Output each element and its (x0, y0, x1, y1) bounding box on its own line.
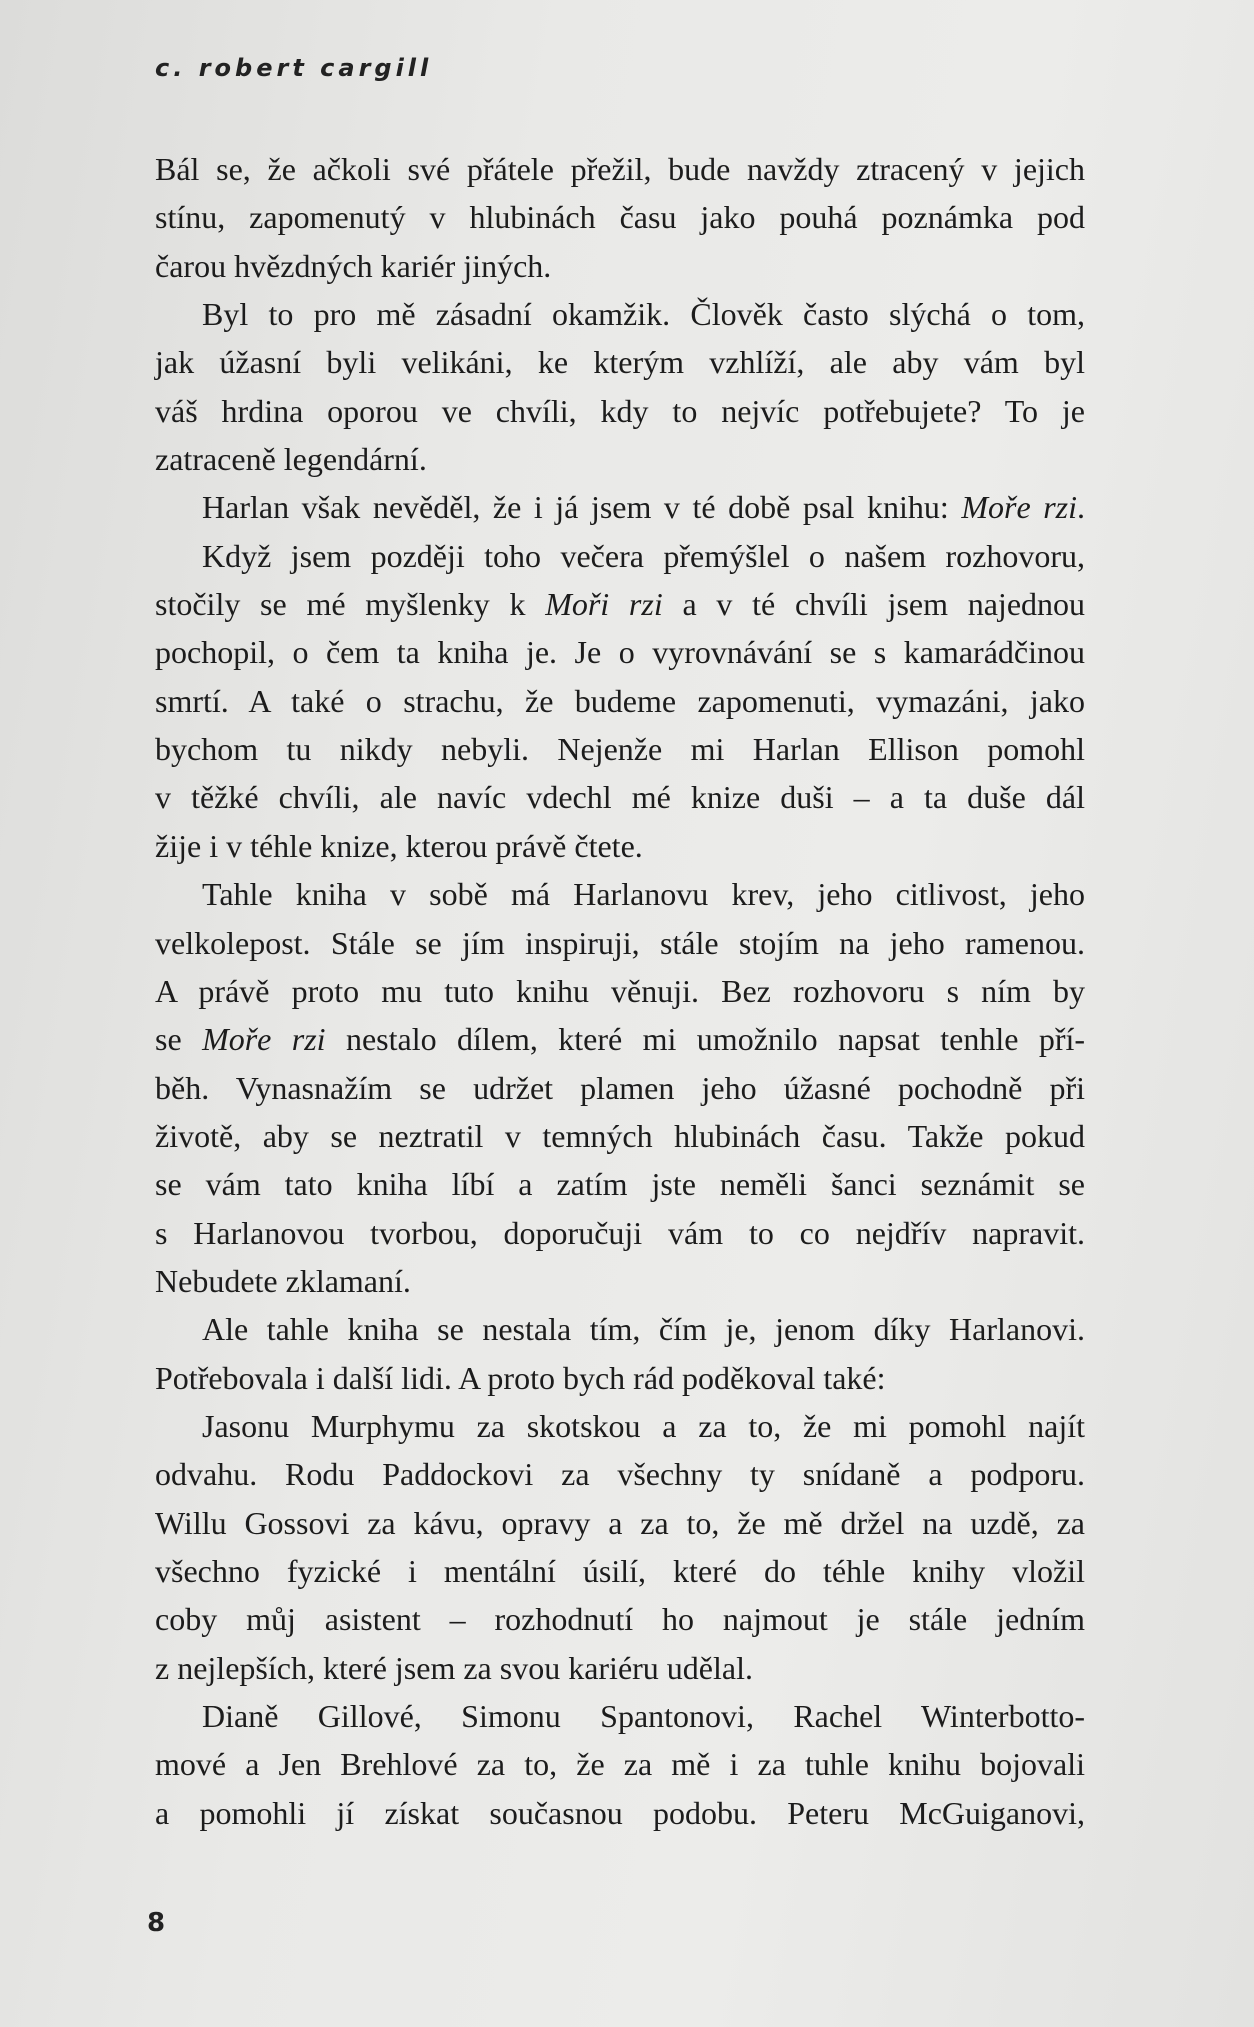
text-line (155, 242, 1085, 290)
text-line (155, 628, 1085, 676)
text-segment: běh. Vynasnažím se udržet plamen jeho úžasné pochodně při (155, 1069, 1085, 1106)
text-segment: stínu, zapomenutý v hlubinách času jako pouhá poznámka pod (155, 199, 1085, 236)
text-line (155, 919, 1085, 967)
text-segment: z nejlepších, které jsem za svou kariéru udělal. (155, 1649, 753, 1686)
text-line (155, 387, 1085, 435)
text-segment: jak úžasní byli velikáni, ke kterým vzhlíží, ale aby vám byl (155, 344, 1085, 381)
text-segment: stočily se mé myšlenky k (155, 586, 546, 623)
text-line (155, 1789, 1085, 1837)
text-line (155, 1209, 1085, 1257)
text-line (155, 1644, 1085, 1692)
text-line (155, 532, 1085, 580)
text-line (155, 1257, 1085, 1305)
text-segment: Byl to pro mě zásadní okamžik. Člověk často slýchá o tom, (202, 296, 1085, 333)
book-title-italic: Moři rzi (545, 586, 663, 623)
text-line (155, 1595, 1085, 1643)
text-line (155, 1450, 1085, 1498)
text-segment: a v té chvíli jsem najednou (662, 586, 1086, 623)
text-segment: žije i v téhle knize, kterou právě čtete. (155, 827, 643, 864)
text-segment: všechno fyzické i mentální úsilí, které do téhle knihy vložil (155, 1552, 1085, 1589)
text-line (155, 483, 1085, 531)
text-line (155, 435, 1085, 483)
text-line (155, 1692, 1085, 1740)
text-segment: životě, aby se neztratil v temných hlubinách času. Takže pokud (155, 1117, 1085, 1154)
text-segment: se vám tato kniha líbí a zatím jste neměli šanci seznámit se (155, 1166, 1085, 1203)
text-line (155, 1112, 1085, 1160)
text-segment: Nebudete zklamaní. (155, 1262, 411, 1299)
text-segment: bychom tu nikdy nebyli. Nejenže mi Harlan Ellison pomohl (155, 731, 1085, 768)
text-segment: čarou hvězdných kariér jiných. (155, 247, 552, 284)
text-segment: Willu Gossovi za kávu, opravy a za to, že mě držel na uzdě, za (155, 1504, 1085, 1541)
text-line (155, 145, 1085, 193)
text-line (155, 1354, 1085, 1402)
text-line (155, 1015, 1085, 1063)
text-line (155, 290, 1085, 338)
text-line (155, 1547, 1085, 1595)
text-segment: coby můj asistent – rozhodnutí ho najmout je stále jedním (155, 1601, 1085, 1638)
text-line (155, 193, 1085, 241)
text-line (155, 967, 1085, 1015)
text-line (155, 677, 1085, 725)
book-title-italic: Moře rzi (961, 489, 1078, 526)
text-line (155, 1402, 1085, 1450)
text-segment: s Harlanovou tvorbou, doporučuji vám to co nejdřív napravit. (155, 1214, 1085, 1251)
text-line (155, 1499, 1085, 1547)
text-line (155, 580, 1085, 628)
text-segment: mové a Jen Brehlové za to, že za mě i za tuhle knihu bojovali (155, 1746, 1085, 1783)
text-segment: Ale tahle kniha se nestala tím, čím je, jenom díky Harlanovi. (202, 1311, 1085, 1348)
text-segment: Když jsem později toho večera přemýšlel o našem rozhovoru, (202, 537, 1085, 574)
text-segment: A právě proto mu tuto knihu věnuji. Bez rozhovoru s ním by (155, 972, 1085, 1009)
text-line (155, 338, 1085, 386)
book-title-italic: Moře rzi (202, 1021, 326, 1058)
text-segment: Potřebovala i další lidi. A proto bych rád poděkoval také: (155, 1359, 886, 1396)
text-line (155, 725, 1085, 773)
text-segment: Harlan však nevěděl, že i já jsem v té době psal knihu: (202, 489, 962, 526)
text-segment: váš hrdina oporou ve chvíli, kdy to nejvíc potřebujete? To je (155, 392, 1085, 429)
text-segment: se (155, 1021, 203, 1058)
body-text (155, 145, 1085, 1837)
text-segment: zatraceně legendární. (155, 441, 427, 478)
text-segment: nestalo dílem, které mi umožnilo napsat tenhle pří- (325, 1021, 1086, 1058)
text-segment: Bál se, že ačkoli své přátele přežil, bude navždy ztracený v jejich (155, 151, 1085, 187)
text-segment: velkolepost. Stále se jím inspiruji, stále stojím na jeho ramenou. (155, 924, 1085, 961)
text-line (155, 870, 1085, 918)
text-line (155, 1064, 1085, 1112)
text-segment: Jasonu Murphymu za skotskou a za to, že mi pomohl najít (202, 1407, 1085, 1444)
text-segment: Dianě Gillové, Simonu Spantonovi, Rachel Winterbotto- (202, 1698, 1085, 1734)
text-segment: odvahu. Rodu Paddockovi za všechny ty snídaně a podporu. (155, 1456, 1085, 1493)
text-line (155, 773, 1085, 821)
text-line (155, 822, 1085, 870)
text-line (155, 1160, 1085, 1208)
text-segment: v těžké chvíli, ale navíc vdechl mé knize duši – a ta duše dál (155, 779, 1085, 816)
running-head: c. robert cargill (155, 54, 433, 82)
page-number: 8 (147, 1908, 166, 1938)
text-line (155, 1740, 1085, 1788)
text-segment: pochopil, o čem ta kniha je. Je o vyrovnávání se s kamarádčinou (155, 634, 1085, 671)
text-segment: Tahle kniha v sobě má Harlanovu krev, jeho citlivost, jeho (202, 876, 1085, 913)
text-segment: a pomohli jí získat současnou podobu. Peteru McGuiganovi, (155, 1794, 1085, 1831)
text-segment: . (1077, 489, 1086, 526)
text-line (155, 1305, 1085, 1353)
text-segment: smrtí. A také o strachu, že budeme zapomenuti, vymazáni, jako (155, 682, 1085, 719)
